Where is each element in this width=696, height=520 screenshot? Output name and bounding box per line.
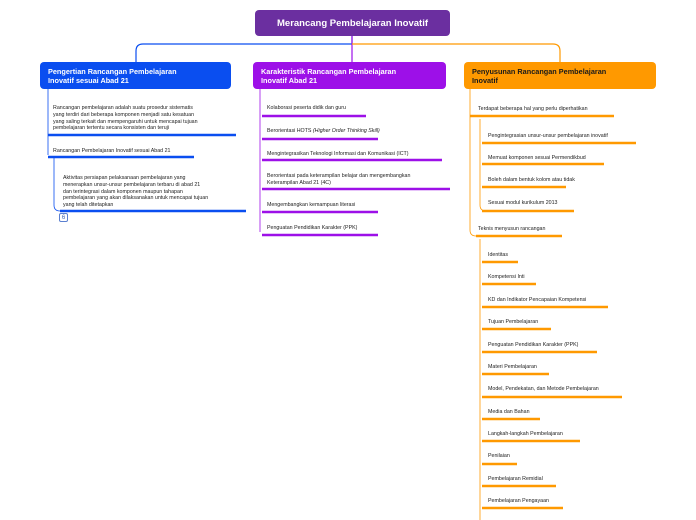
topic-model[interactable]: Model, Pendekatan, dan Metode Pembelajaran: [488, 386, 599, 392]
definisi-line: pembelajaran tertentu secara konsisten dan teruji: [53, 125, 170, 132]
branch-penyusunan[interactable]: [464, 62, 656, 89]
definisi-line: Rancangan pembelajaran adalah suatu prosedur sistematis: [53, 105, 193, 111]
topic-remidial[interactable]: Pembelajaran Remidial: [488, 476, 543, 482]
topic-penilaian[interactable]: Penilaian: [488, 453, 510, 459]
topic-pengayaan[interactable]: Pembelajaran Pengayaan: [488, 498, 549, 504]
central-topic[interactable]: Merancang Pembelajaran Inovatif: [255, 10, 450, 36]
topic-literasi[interactable]: Mengembangkan kemampuan literasi: [267, 202, 356, 208]
topic-kompetensi-inti[interactable]: Kompetensi Inti: [488, 274, 525, 280]
branch-penyusunan-title-line1: Penyusunan Rancangan Pembelajaran: [472, 67, 607, 76]
aktivitas-line: yang telah ditetapkan: [63, 202, 114, 209]
topic-tujuan[interactable]: Tujuan Pembelajaran: [488, 319, 539, 325]
branch-pengertian-title-line1: Pengertian Rancangan Pembelajaran: [48, 67, 177, 76]
hots-italic-label: (Higher Order Thinking Skill): [312, 128, 380, 134]
aktivitas-line: menerapkan unsur-unsur pembelajaran terbaru di abad 21: [63, 181, 201, 188]
topic-ict[interactable]: Mengintegrasikan Teknologi Informasi dan Komunikasi (ICT): [267, 151, 409, 157]
aktivitas-line: pembelajaran yang akan dilaksanakan untuk mencapai tujuan: [63, 195, 209, 202]
branch-pengertian[interactable]: [40, 62, 231, 89]
topic-hots[interactable]: [267, 128, 380, 135]
branch-karakteristik-title-line2: Inovatif Abad 21: [261, 76, 318, 85]
topic-ppk[interactable]: Penguatan Pendidikan Karakter (PPK): [267, 225, 358, 231]
note-icon[interactable]: 6: [59, 213, 68, 222]
topic-media[interactable]: Media dan Bahan: [488, 409, 530, 415]
branch-karakteristik[interactable]: [253, 62, 446, 89]
aktivitas-line: dan terintegrasi dalam komponen maupun tahapan: [63, 188, 183, 195]
4c-line: Berorientasi pada keterampilan belajar dan mengembangkan: [267, 173, 411, 179]
topic-hal-diperhatikan[interactable]: Terdapat beberapa hal yang perlu diperhatikan: [478, 106, 588, 112]
definisi-line: yang terdiri dari beberapa komponen menjadi satu kesatuan: [53, 111, 195, 118]
topic-kolaborasi[interactable]: Kolaborasi peserta didik dan guru: [267, 105, 346, 111]
topic-4c[interactable]: [267, 173, 410, 187]
topic-kd-indikator[interactable]: KD dan Indikator Pencapaian Kompetensi: [488, 297, 587, 303]
aktivitas-line: Aktivitas persiapan pelaksanaan pembelajaran yang: [63, 175, 186, 181]
definisi-line: yang saling terkait dan mempengaruhi untuk mencapai tujuan: [53, 118, 198, 125]
topic-pengintegrasian[interactable]: Pengintegrasian unsur-unsur pembelajaran inovatif: [488, 133, 608, 139]
topic-identitas[interactable]: Identitas: [488, 252, 509, 258]
topic-kurikulum[interactable]: Sesuai modul kurikulum 2013: [488, 200, 558, 206]
topic-ppk-right[interactable]: Penguatan Pendidikan Karakter (PPK): [488, 342, 579, 348]
topic-langkah[interactable]: Langkah-langkah Pembelajaran: [488, 431, 563, 437]
4c-line: Keterampilan Abad 21 (4C): [267, 179, 331, 186]
branch-pengertian-title-line2: Inovatif sesuai Abad 21: [48, 76, 129, 85]
topic-materi[interactable]: Materi Pembelajaran: [488, 364, 537, 370]
topic-rancangan-inovatif[interactable]: Rancangan Pembelajaran Inovatif sesuai Abad 21: [53, 148, 171, 154]
branch-penyusunan-title-line2: Inovatif: [472, 76, 498, 85]
hots-label: Berorientasi HOTS: [267, 128, 313, 134]
topic-kolom[interactable]: Boleh dalam bentuk kolom atau tidak: [488, 177, 575, 183]
branch-karakteristik-title-line1: Karakteristik Rancangan Pembelajaran: [261, 67, 397, 76]
topic-permendikbud[interactable]: Memuat komponen sesuai Permendikbud: [488, 155, 586, 161]
topic-aktivitas-persiapan[interactable]: [63, 175, 208, 209]
topic-definisi-rancangan[interactable]: [53, 105, 198, 132]
topic-teknis-menyusun[interactable]: Teknis menyusun rancangan: [478, 226, 546, 232]
